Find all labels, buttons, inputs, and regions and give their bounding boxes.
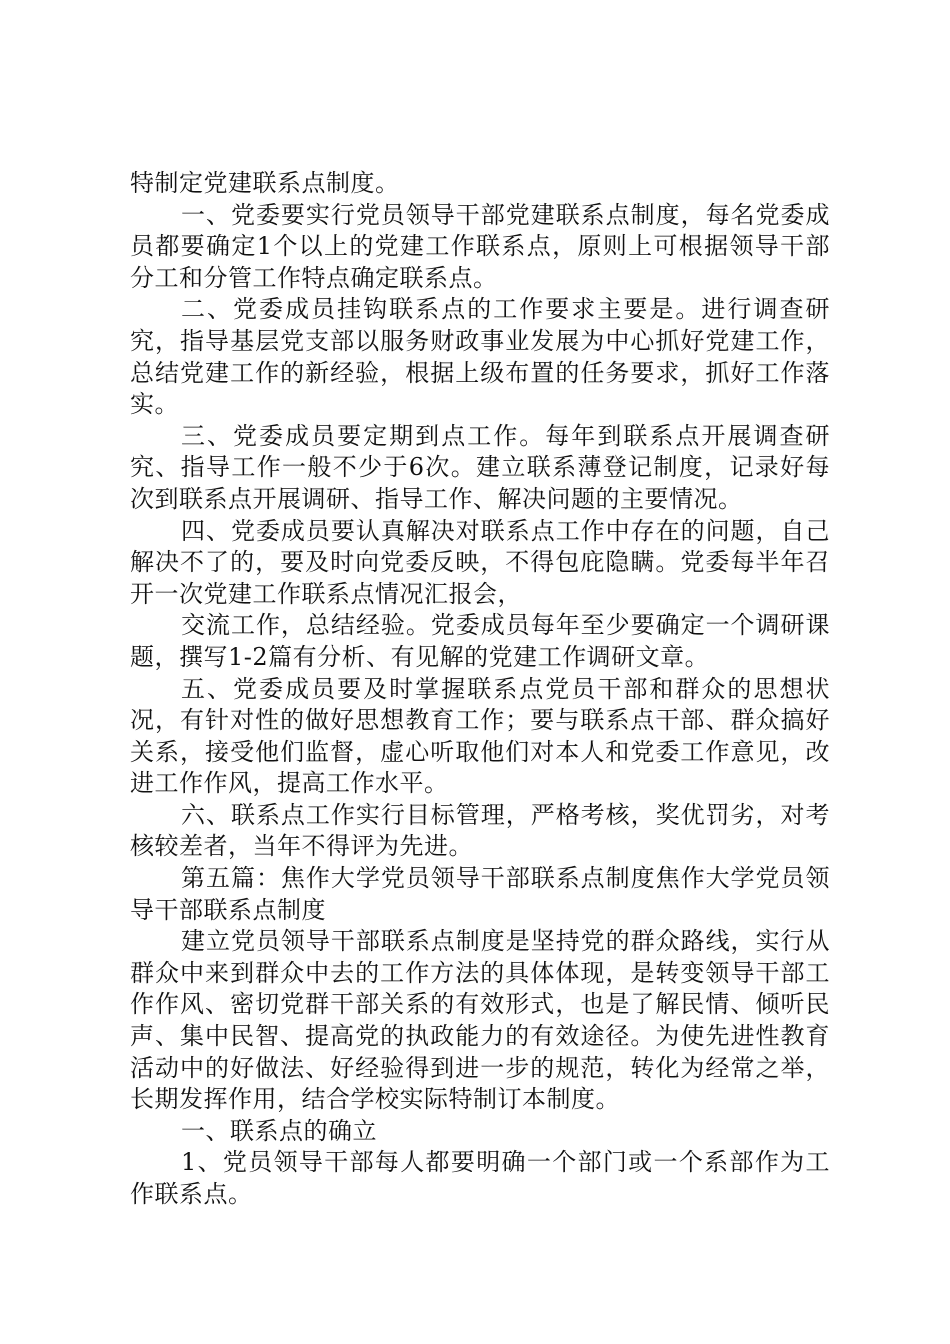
paragraph-item-1: 一、党委要实行党员领导干部党建联系点制度，每名党委成员都要确定1个以上的党建工作联系点，原则上可根据领导干部分工和分管工作特点确定联系点。 bbox=[130, 200, 830, 292]
paragraph-item-5: 五、党委成员要及时掌握联系点党员干部和群众的思想状况，有针对性的做好思想教育工作；要与联系点干部、群众搞好关系，接受他们监督，虚心听取他们对本人和党委工作意见，改进工作作风，提高工作水平。 bbox=[130, 674, 830, 798]
document-body bbox=[130, 168, 830, 1211]
paragraph-item-4: 四、党委成员要认真解决对联系点工作中存在的问题，自己解决不了的，要及时向党委反映，不得包庇隐瞒。党委每半年召开一次党建工作联系点情况汇报会， bbox=[130, 516, 830, 608]
paragraph-item-3: 三、党委成员要定期到点工作。每年到联系点开展调查研究、指导工作一般不少于6次。建立联系薄登记制度，记录好每次到联系点开展调研、指导工作、解决问题的主要情况。 bbox=[130, 421, 830, 513]
subheading-contact-point-establishment: 一、联系点的确立 bbox=[181, 1116, 377, 1145]
paragraph-item-2: 二、党委成员挂钩联系点的工作要求主要是。进行调查研究，指导基层党支部以服务财政事业发展为中心抓好党建工作，总结党建工作的新经验，根据上级布置的任务要求，抓好工作落实。 bbox=[130, 295, 830, 419]
section-heading-part-five: 第五篇：焦作大学党员领导干部联系点制度焦作大学党员领导干部联系点制度 bbox=[130, 864, 830, 924]
paragraph-item-4-continued: 交流工作，总结经验。党委成员每年至少要确定一个调研课题，撰写1-2篇有分析、有见解的党建工作调研文章。 bbox=[130, 611, 830, 671]
paragraph-preamble: 建立党员领导干部联系点制度是坚持党的群众路线，实行从群众中来到群众中去的工作方法的具体体现，是转变领导干部工作作风、密切党群干部关系的有效形式，也是了解民情、倾听民声、集中民智、提高党的执政能力的有效途径。为使先进性教育活动中的好做法、好经验得到进一步的规范，转化为经常之举，长期发挥作用，结合学校实际特制订本制度。 bbox=[130, 927, 830, 1114]
paragraph-item-6: 六、联系点工作实行目标管理，严格考核，奖优罚劣，对考核较差者，当年不得评为先进。 bbox=[130, 800, 830, 861]
paragraph-rule-1: 1、党员领导干部每人都要明确一个部门或一个系部作为工作联系点。 bbox=[130, 1148, 830, 1208]
paragraph-intro-continuation: 特制定党建联系点制度。 bbox=[130, 169, 400, 197]
